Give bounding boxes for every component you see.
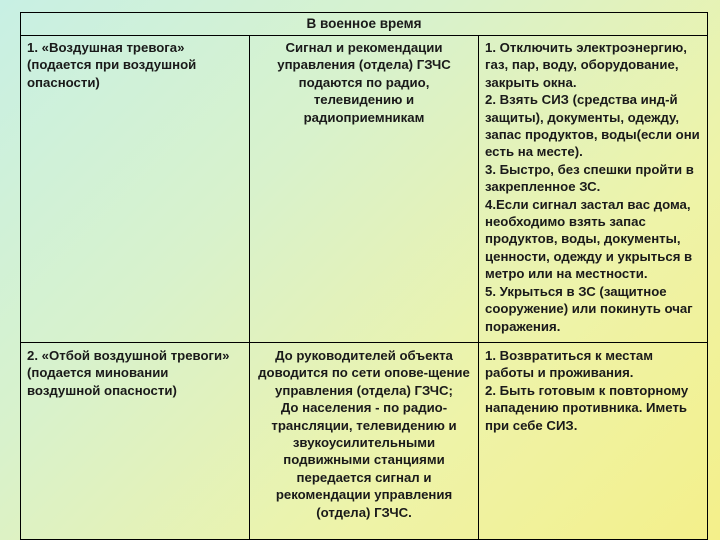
table-row [21,36,708,343]
signal-cell: 2. «Отбой воздушной тревоги» (подается миновании воздушной опасности) [21,343,250,540]
actions-cell [479,36,708,343]
action-item: 5. Укрыться в ЗС (защитное сооружение) или покинуть очаг поражения. [485,283,693,334]
notification-text: До населения - по радио-трансляции, телевидению и звукоусилительными подвижными станциями передается сигнал и рекомендации управления (отдела) ГЗЧС. [271,400,457,520]
notification-cell [250,343,479,540]
action-item: 1. Возвратиться к местам работы и проживания. [485,348,654,381]
civil-defense-table [20,12,708,540]
table-title: В военное время [21,13,708,36]
action-item: 1. Отключить электроэнергию, газ, пар, воду, оборудование, закрыть окна. [485,40,687,90]
action-item: 2. Быть готовым к повторному нападению противника. Иметь при себе СИЗ. [485,382,689,433]
table-header-row [21,13,708,36]
action-item: 2. Взять СИЗ (средства инд-й защиты), документы, одежду, запас продуктов, воды(если они есть на месте). [485,92,700,160]
actions-cell [479,343,708,540]
signal-cell: 1. «Воздушная тревога» (подается при воздушной опасности) [21,36,250,343]
action-item: 3. Быстро, без спешки пройти в закрепленное ЗС. [485,161,694,195]
notification-text: До руководителей объекта доводится по сети опове-щение управления (отдела) ГЗЧС; [258,348,470,398]
notification-cell [250,36,479,343]
notification-text: Сигнал и рекомендации управления (отдела) ГЗЧС подаются по радио, телевидению и радиоприемникам [277,40,451,125]
table-row [21,343,708,540]
action-item: 4.Если сигнал застал вас дома, необходимо взять запас продуктов, воды, документы, ценности, одежду и укрыться в метро или на местности. [485,196,693,282]
